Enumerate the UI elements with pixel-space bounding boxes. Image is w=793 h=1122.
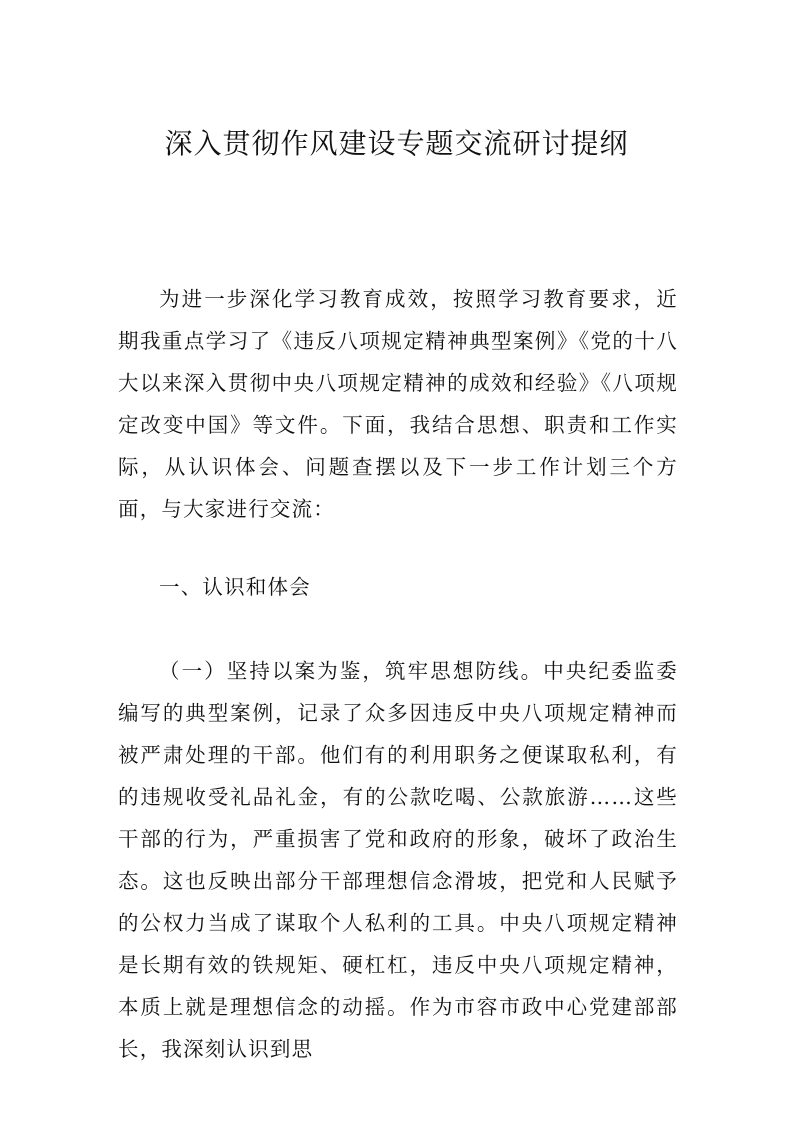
section-heading-1: 一、认识和体会 — [159, 575, 311, 599]
intro-paragraph: 为进一步深化学习教育成效，按照学习教育要求，近期我重点学习了《违反八项规定精神典型案例》《党的十八大以来深入贯彻中央八项规定精神的成效和经验》《八项规定改变中国》等文件。下面，我结合思想、职责和工作实际，从认识体会、问题查摆以及下一步工作计划三个方面，与大家进行交流： — [118, 287, 678, 521]
subsection-paragraph-1: （一）坚持以案为鉴，筑牢思想防线。中央纪委监委编写的典型案例，记录了众多因违反中央八项规定精神而被严肃处理的干部。他们有的利用职务之便谋取私利，有的违规收受礼品礼金，有的公款吃喝、公款旅游……这些干部的行为，严重损害了党和政府的形象，破坏了政治生态。这也反映出部分干部理想信念滑坡，把党和人民赋予的公权力当成了谋取个人私利的工具。中央八项规定精神是长期有效的铁规矩、硬杠杠，违反中央八项规定精神，本质上就是理想信念的动摇。作为市容市政中心党建部部长，我深刻认识到思 — [118, 659, 678, 1061]
document-title: 深入贯彻作风建设专题交流研讨提纲 — [164, 127, 629, 160]
